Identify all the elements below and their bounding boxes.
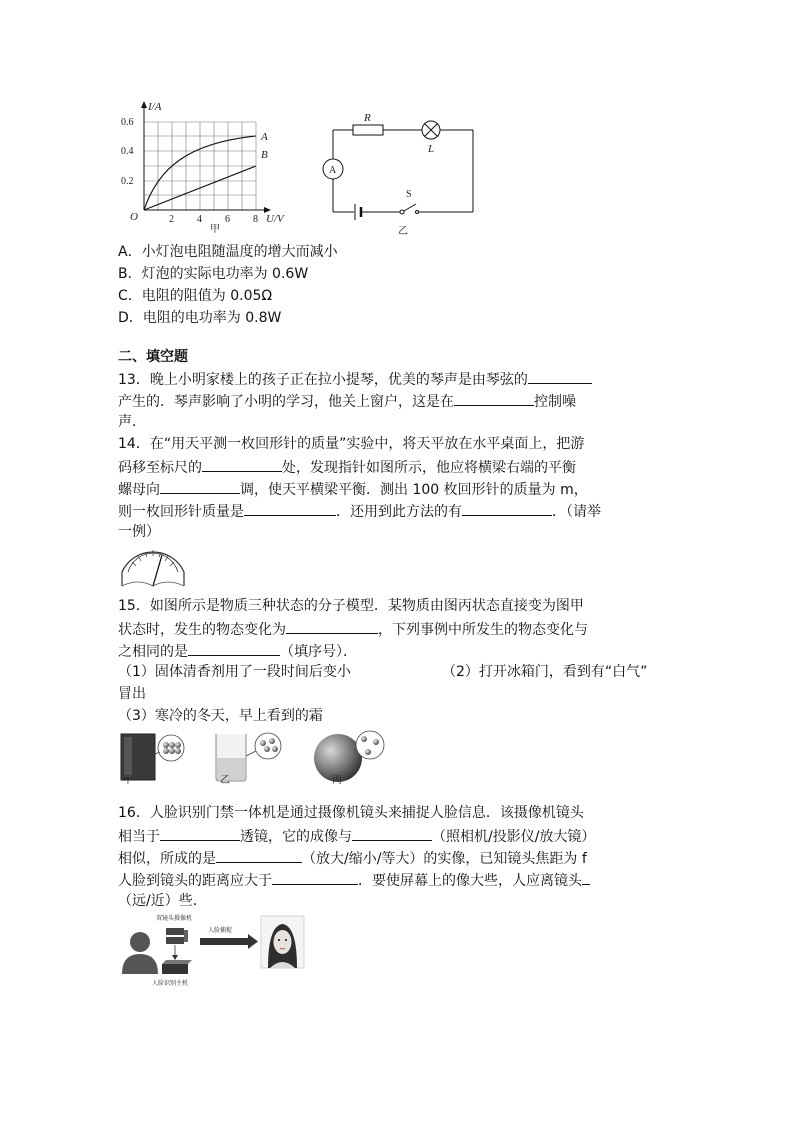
circuit-wires: [333, 130, 473, 212]
ammeter-label: A: [329, 165, 337, 176]
q14-text-2: 处，发现指针如图所示，他应将横梁右端的平衡: [282, 460, 576, 476]
molecule-label-liquid: 乙: [220, 775, 230, 784]
q14-line-1: 14．在“用天平测一枚回形针的质量”实验中，将天平放在水平桌面上，把游: [118, 436, 585, 452]
lamp-label: L: [428, 143, 435, 155]
resistor-label: R: [364, 112, 371, 124]
q16-blank-1[interactable]: [160, 826, 240, 841]
q12-option-d: D．电阻的电功率为 0.8W: [118, 310, 282, 326]
x-tick-6: 6: [225, 214, 230, 225]
q14-text-7: ．（请举: [552, 504, 601, 520]
q14-text-4: 调，使天平横梁平衡．测出 100 枚回形针的质量为 m，: [240, 482, 588, 498]
q16-text-1: 相当于: [118, 829, 160, 845]
q16-blank-3[interactable]: [216, 848, 302, 863]
q15-option-2: （2）打开冰箱门，看到有“白气”: [442, 664, 648, 680]
battery-symbol: [355, 204, 361, 220]
molecule-label-gas: 丙: [332, 775, 342, 784]
q13-text-3: 控制噪: [534, 394, 576, 410]
q14-text-1: 码移至标尺的: [118, 460, 202, 476]
q14-blank-3[interactable]: [244, 501, 336, 516]
q14-line-2: [118, 457, 576, 477]
lamp-symbol: [422, 121, 440, 139]
q15-line-2: [118, 619, 588, 639]
q16-text-3: （照相机/投影仪/放大镜）: [432, 829, 596, 845]
x-axis-label: U/V: [266, 213, 284, 225]
q16-line-2: [118, 826, 595, 846]
q16-text-6: 人脸到镜头的距离应大于: [118, 873, 272, 889]
gas-state-image: [314, 731, 384, 782]
curve-a-label: A: [261, 131, 268, 143]
solid-state-image: [121, 734, 184, 780]
q16-text-5: （放大/缩小/等大）的实像，已知镜头焦距为 f: [302, 851, 587, 867]
q15-blank-1[interactable]: [286, 619, 378, 634]
graph-caption: 甲: [210, 224, 220, 233]
face-photo: [261, 916, 304, 968]
curve-b-label: B: [261, 149, 268, 161]
q13-blank-2[interactable]: [454, 391, 534, 406]
q15-option-1: （1）固体清香剂用了一段时间后变小: [118, 664, 351, 680]
q13-line-1: [118, 369, 592, 389]
y-tick-02: 0.2: [121, 176, 134, 187]
q15-blank-2[interactable]: [188, 641, 280, 656]
q13-blank-1[interactable]: [528, 369, 592, 384]
balance-pointer: [153, 555, 162, 586]
q16-text-7: ．要使屏幕上的像大些，人应离镜头: [358, 873, 582, 889]
molecule-label-solid: 甲: [123, 775, 133, 784]
y-axis-label: I/A: [148, 101, 162, 113]
camera-icon: [166, 928, 188, 944]
molecule-states-figure: [118, 728, 390, 784]
q16-blank-2[interactable]: [352, 826, 432, 841]
origin-label: O: [130, 211, 138, 223]
q15-option-3: （3）寒冷的冬天，早上看到的霜: [118, 708, 323, 724]
q14-line-3: [118, 479, 588, 499]
x-tick-4: 4: [197, 214, 202, 225]
x-tick-2: 2: [169, 214, 174, 225]
graph-grid: [144, 122, 256, 210]
switch-symbol: [400, 204, 419, 214]
q14-line-4: [118, 501, 601, 521]
host-machine-icon: [162, 960, 192, 974]
q15-text-3: 之相同的是: [118, 644, 188, 660]
q14-blank-4[interactable]: [462, 501, 552, 516]
person-silhouette: [122, 932, 158, 974]
circuit-caption: 乙: [398, 226, 408, 236]
y-tick-04: 0.4: [121, 146, 134, 157]
capture-label: 人脸捕捉: [208, 927, 233, 934]
camera-label: 双镜头摄像机: [156, 915, 193, 922]
q14-text-6: ．还用到此方法的有: [336, 504, 462, 520]
q13-text-2: 产生的．琴声影响了小明的学习，他关上窗户，这是在: [118, 394, 454, 410]
q15-text-2: ，下列事例中所发生的物态变化与: [378, 622, 588, 638]
balance-pointer-figure: [118, 542, 188, 588]
q15-text-1: 状态时，发生的物态变化为: [118, 622, 286, 638]
q15-option-2-cont: 冒出: [118, 686, 146, 702]
q16-blank-5[interactable]: [582, 870, 590, 885]
capture-arrow-icon: [200, 934, 258, 949]
y-tick-06: 0.6: [121, 117, 134, 128]
y-axis-arrow: [141, 101, 147, 108]
q13-line-2: [118, 391, 576, 411]
q16-line-5: （远/近）些．: [118, 893, 207, 909]
q16-line-3: [118, 848, 587, 868]
x-tick-8: 8: [253, 214, 258, 225]
iu-graph-figure: [118, 98, 298, 233]
q14-blank-2[interactable]: [160, 479, 240, 494]
q12-option-b: B．灯泡的实际电功率为 0.6W: [118, 266, 309, 282]
q12-option-a: A．小灯泡电阻随温度的增大而减小: [118, 244, 338, 260]
q16-blank-4[interactable]: [272, 870, 358, 885]
q16-text-4: 相似，所成的是: [118, 851, 216, 867]
q16-line-4: [118, 870, 590, 890]
q15-line-1: 15．如图所示是物质三种状态的分子模型．某物质由图丙状态直接变为图甲: [118, 598, 584, 614]
q12-option-c: C．电阻的阻值为 0.05Ω: [118, 288, 273, 304]
q13-line-3: 声．: [118, 414, 146, 430]
resistor-symbol: [353, 125, 383, 135]
q14-blank-1[interactable]: [202, 457, 282, 472]
host-machine-label: 人脸识别主机: [152, 980, 189, 987]
circuit-figure: [318, 108, 478, 236]
face-recognition-figure: [118, 912, 308, 992]
q13-text-1: 13．晚上小明家楼上的孩子正在拉小提琴，优美的琴声是由琴弦的: [118, 372, 528, 388]
q15-line-3: [118, 641, 357, 661]
section-title: 二、填空题: [118, 349, 188, 365]
switch-label: S: [406, 189, 412, 200]
q14-line-5: 一例）: [118, 524, 160, 540]
liquid-state-image: [216, 733, 281, 781]
q14-text-3: 螺母向: [118, 482, 160, 498]
q16-text-2: 透镜，它的成像与: [240, 829, 352, 845]
q15-text-4: （填序号）．: [280, 644, 357, 660]
q16-line-1: 16．人脸识别门禁一体机是通过摄像机镜头来捕捉人脸信息．该摄像机镜头: [118, 805, 584, 821]
q14-text-5: 则一枚回形针质量是: [118, 504, 244, 520]
